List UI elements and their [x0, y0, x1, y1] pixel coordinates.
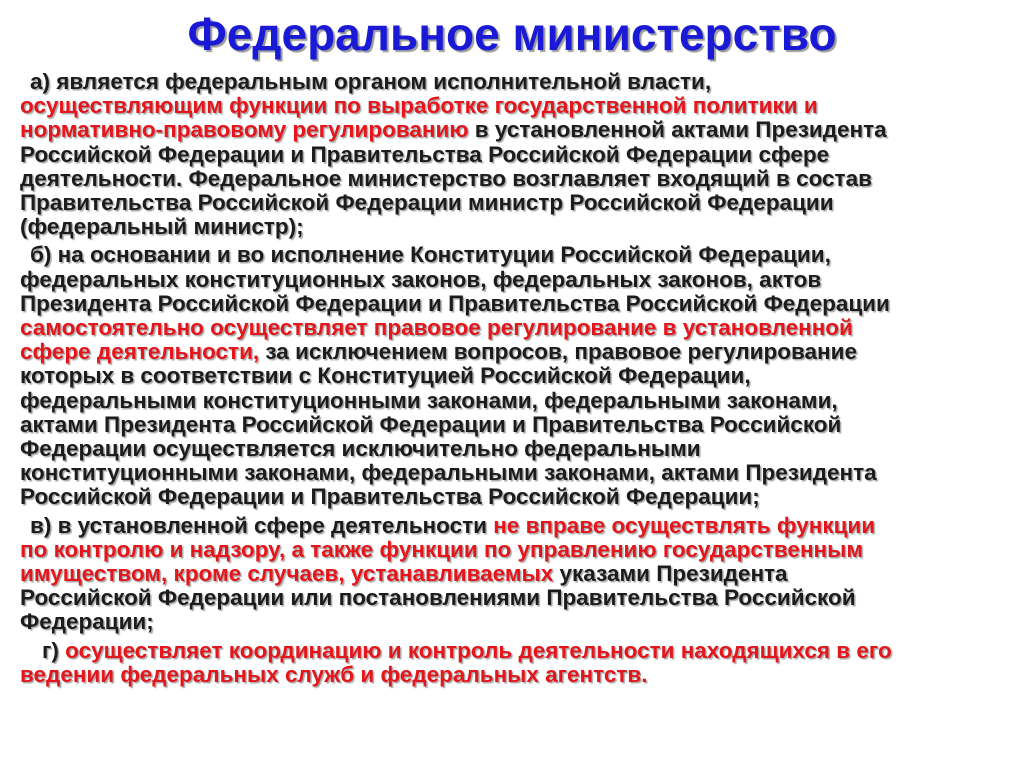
highlighted-text: самостоятельно осуществляет правовое регулирование в установленной	[20, 315, 853, 341]
paragraph-b	[12, 243, 1012, 509]
paragraph-g	[12, 639, 1012, 687]
text-line	[12, 292, 1012, 316]
text-line	[12, 70, 1012, 94]
text-line	[12, 461, 1012, 485]
text-line	[12, 191, 1012, 215]
highlighted-text: не вправе осуществлять функции	[493, 512, 876, 538]
body-text: в установленной актами Президента	[468, 117, 887, 143]
body-text: а) является федеральным органом исполнительной власти,	[30, 69, 712, 94]
text-line	[12, 538, 1012, 562]
text-line	[12, 639, 1012, 663]
text-line	[12, 586, 1012, 610]
text-line	[12, 243, 1012, 267]
body-text: Правительства Российской Федерации министр Российской Федерации	[20, 190, 834, 216]
body-text: федеральными конституционными законами, федеральными законами,	[20, 387, 838, 413]
text-line	[12, 340, 1012, 364]
body-text: которых в соответствии с Конституцией Российской Федерации,	[20, 363, 751, 389]
text-line	[12, 215, 1012, 239]
highlighted-text: сфере деятельности,	[20, 339, 260, 365]
body-text: Российской Федерации и Правительства Российской Федерации;	[20, 484, 760, 510]
text-line	[12, 562, 1012, 586]
text-line	[12, 364, 1012, 388]
body-text: Президента Российской Федерации и Правительства Российской Федерации	[20, 290, 890, 316]
text-line	[12, 143, 1012, 167]
body-text: указами Президента	[553, 561, 788, 587]
paragraph-v	[12, 514, 1012, 635]
highlighted-text: осуществляет координацию и контроль деятельности находящихся в его	[65, 637, 892, 663]
highlighted-text: имуществом, кроме случаев, устанавливаемых	[20, 561, 554, 587]
text-line	[12, 437, 1012, 461]
body-text: за исключением вопросов, правовое регулирование	[259, 339, 857, 365]
text-line	[12, 610, 1012, 634]
text-line	[12, 485, 1012, 509]
body-text: Федерации;	[20, 609, 154, 635]
text-line	[12, 94, 1012, 118]
highlighted-text: нормативно-правовому регулированию	[20, 117, 469, 143]
body-text: Российской Федерации или постановлениями Правительства Российской	[20, 585, 856, 611]
text-line	[12, 413, 1012, 437]
body-text: (федеральный министр);	[20, 214, 304, 240]
highlighted-text: осуществляющим функции по выработке государственной политики и	[20, 93, 818, 119]
body-text: г)	[42, 637, 66, 663]
body-text: актами Президента Российской Федерации и Правительства Российской	[20, 411, 842, 437]
body-text: Федерации осуществляется исключительно федеральными	[20, 436, 701, 462]
text-line	[12, 268, 1012, 292]
highlighted-text: ведении федеральных служб и федеральных агентств.	[20, 661, 648, 687]
text-line	[12, 389, 1012, 413]
paragraph-a	[12, 70, 1012, 239]
body-text: в) в установленной сфере деятельности	[30, 512, 494, 538]
body-text: федеральных конституционных законов, федеральных законов, актов	[20, 266, 822, 292]
text-line	[12, 514, 1012, 538]
slide-body	[12, 70, 1012, 691]
body-text: Российской Федерации и Правительства Российской Федерации сфере	[20, 141, 830, 167]
body-text: б) на основании и во исполнение Конституции Российской Федерации,	[30, 242, 831, 268]
text-line	[12, 663, 1012, 687]
text-line	[12, 118, 1012, 142]
text-line	[12, 167, 1012, 191]
text-line	[12, 316, 1012, 340]
highlighted-text: по контролю и надзору, а также функции по управлению государственным	[20, 536, 863, 562]
body-text: конституционными законами, федеральными законами, актами Президента	[20, 460, 877, 486]
slide-title: Федеральное министерство	[187, 8, 837, 60]
body-text: деятельности. Федеральное министерство возглавляет входящий в состав	[20, 165, 872, 191]
